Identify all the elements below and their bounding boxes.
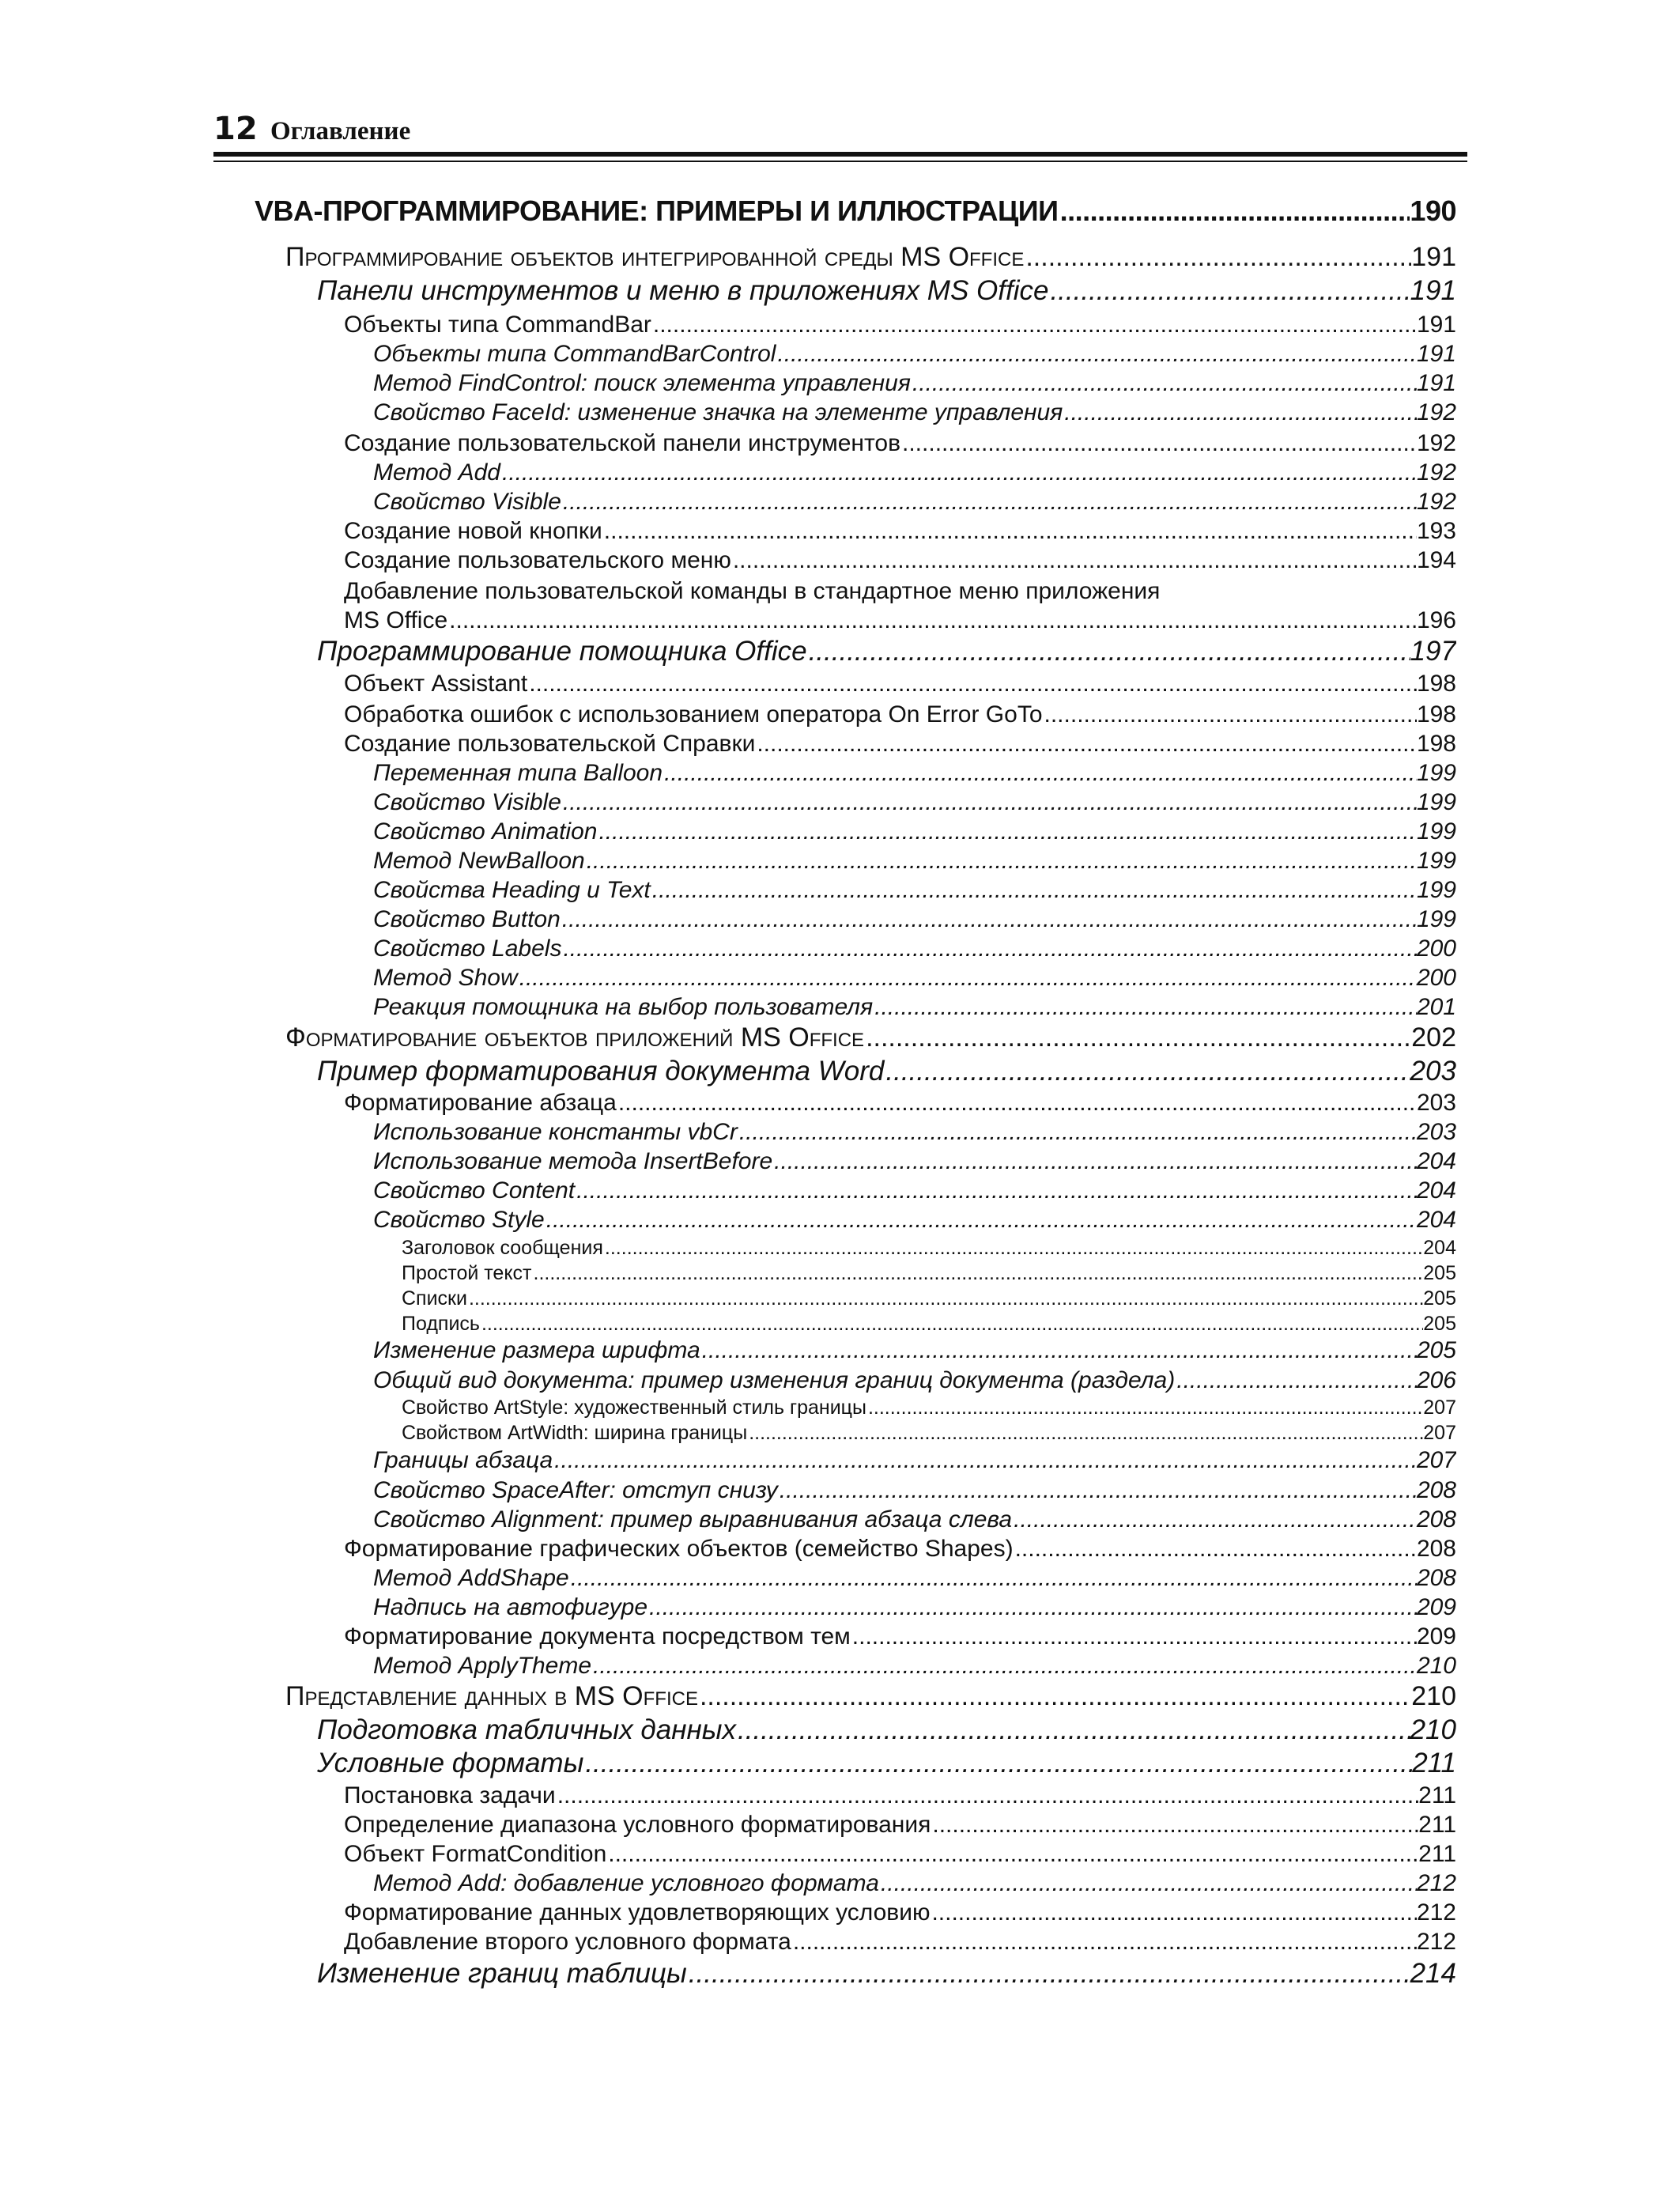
toc-entry-title: Свойство Alignment: пример выравнивания абзаца слева [373, 1506, 1013, 1533]
toc-entry [344, 729, 1456, 758]
toc-entry [373, 788, 1456, 817]
toc-entry-title: Изменение размера шрифта [373, 1337, 700, 1363]
toc-entry [344, 429, 1456, 458]
toc-entry-page: 200 [1416, 965, 1456, 991]
toc-entry [402, 1311, 1456, 1336]
toc-leader-dots [561, 905, 1417, 934]
toc-entry-page: 205 [1423, 1262, 1456, 1284]
toc-entry-page: 208 [1416, 1536, 1456, 1562]
toc-leader-dots [807, 635, 1410, 668]
toc-entry [344, 1927, 1456, 1956]
toc-entry-page: 192 [1416, 489, 1456, 515]
toc-leader-dots [698, 1680, 1411, 1712]
toc-entry-title: VBA-ПРОГРАММИРОВАНИЕ: ПРИМЕРЫ И ИЛЛЮСТРАЦИИ [255, 195, 1059, 227]
toc-entry [344, 700, 1456, 729]
toc-entry-title: Панели инструментов и меню в приложениях MS Office [317, 275, 1049, 306]
toc-entry-page: 206 [1416, 1367, 1456, 1393]
toc-entry-title: Объекты типа CommandBar [344, 312, 651, 338]
toc-leader-dots [736, 1714, 1410, 1747]
toc-entry-page: 205 [1423, 1313, 1456, 1335]
toc-leader-dots [585, 846, 1417, 875]
toc-entry-title: Объект FormatCondition [344, 1841, 607, 1867]
toc-entry-page: 209 [1416, 1623, 1456, 1650]
toc-entry [373, 1117, 1456, 1147]
toc-leader-dots [1048, 274, 1410, 308]
toc-entry-page: 198 [1416, 731, 1456, 757]
toc-entry [373, 963, 1456, 992]
toc-entry-title: Метод ApplyTheme [373, 1653, 592, 1679]
toc-entry-title: Создание пользовательской панели инструментов [344, 430, 901, 456]
toc-entry-title: Объект Assistant [344, 671, 528, 697]
toc-entry [373, 1366, 1456, 1395]
toc-leader-dots [738, 1117, 1417, 1147]
toc-entry-title: Постановка задачи [344, 1782, 556, 1808]
toc-leader-dots [575, 1176, 1417, 1205]
toc-leader-dots [617, 1088, 1417, 1117]
toc-entry-title: Представление данных в MS Office [285, 1681, 698, 1711]
toc-entry-title: Пример форматирования документа Word [317, 1056, 885, 1087]
toc-leader-dots [561, 487, 1417, 516]
toc-entry-page: 209 [1416, 1594, 1456, 1620]
toc-entry [317, 635, 1456, 668]
toc-leader-dots [879, 1869, 1417, 1898]
toc-entry-page: 191 [1416, 341, 1456, 367]
toc-entry-title: Свойство Visible [373, 789, 561, 815]
toc-entry [285, 1680, 1456, 1712]
toc-entry [344, 546, 1456, 575]
toc-entry-title: Использование метода InsertBefore [373, 1148, 773, 1174]
toc-entry-page: 205 [1423, 1287, 1456, 1310]
toc-entry-title: MS Office [344, 607, 448, 633]
toc-entry [373, 1147, 1456, 1176]
toc-leader-dots [527, 669, 1417, 698]
toc-leader-dots [866, 1395, 1423, 1420]
toc-entry [373, 1505, 1456, 1534]
toc-entry [317, 274, 1456, 308]
toc-entry-title: Создание пользовательского меню [344, 547, 731, 573]
toc-entry [373, 992, 1456, 1022]
toc-entry-page: 194 [1416, 547, 1456, 573]
toc-entry-page: 208 [1416, 1477, 1456, 1503]
toc-leader-dots [553, 1446, 1417, 1475]
toc-entry [402, 1420, 1456, 1446]
toc-leader-dots [778, 1476, 1417, 1505]
toc-entry-title: Свойства Heading и Text [373, 877, 651, 903]
toc-leader-dots [561, 934, 1416, 963]
toc-entry-title: Условные форматы [317, 1748, 584, 1778]
toc-entry-title-line1: Добавление пользовательской команды в стандартное меню приложения [344, 578, 1161, 604]
running-title: Оглавление [270, 117, 411, 146]
toc-entry-page: 208 [1416, 1565, 1456, 1591]
toc-entry [344, 669, 1456, 698]
toc-leader-dots [480, 1311, 1423, 1336]
toc-leader-dots [1024, 241, 1411, 273]
toc-entry-page: 207 [1423, 1422, 1456, 1444]
toc-entry-title: Форматирование данных удовлетворяющих условию [344, 1899, 931, 1926]
toc-entry-title: Определение диапазона условного форматирования [344, 1812, 931, 1838]
toc-entry-page: 203 [1416, 1090, 1456, 1116]
toc-entry-page: 193 [1416, 518, 1456, 544]
toc-leader-dots [597, 817, 1416, 846]
toc-leader-dots [602, 516, 1417, 546]
toc-entry-title: Подпись [402, 1313, 480, 1335]
toc-leader-dots [569, 1563, 1417, 1593]
toc-leader-dots [930, 1898, 1416, 1927]
toc-entry-title: Реакция помощника на выбор пользователя [373, 994, 874, 1020]
toc-entry [344, 606, 1456, 635]
toc-leader-dots [606, 1839, 1418, 1869]
toc-leader-dots [700, 1336, 1417, 1365]
toc-entry [373, 339, 1456, 368]
toc-leader-dots [1059, 194, 1410, 229]
toc-entry-page: 198 [1416, 671, 1456, 697]
toc-entry-title: Заголовок сообщения [402, 1237, 603, 1259]
toc-entry [373, 1336, 1456, 1365]
toc-leader-dots [591, 1651, 1417, 1680]
toc-entry [344, 1810, 1456, 1839]
toc-entry [344, 1088, 1456, 1117]
toc-entry [373, 1593, 1456, 1622]
toc-entry-page: 199 [1416, 818, 1456, 845]
toc-entry [255, 194, 1456, 229]
toc-entry-page: 211 [1418, 1782, 1456, 1808]
toc-entry-page: 211 [1418, 1841, 1456, 1867]
toc-leader-dots [651, 875, 1417, 905]
toc-leader-dots [545, 1205, 1417, 1234]
toc-entry-page: 207 [1423, 1397, 1456, 1419]
toc-entry-page: 212 [1416, 1899, 1456, 1926]
toc-leader-dots [1014, 1534, 1417, 1563]
toc-leader-dots [1043, 700, 1417, 729]
toc-entry [373, 1446, 1456, 1475]
toc-leader-dots [776, 339, 1417, 368]
toc-leader-dots [755, 729, 1417, 758]
toc-entry-title: Форматирование документа посредством тем [344, 1623, 851, 1650]
toc-entry [317, 1714, 1456, 1747]
toc-leader-dots [911, 368, 1417, 398]
toc-entry-page: 191 [1410, 275, 1456, 306]
toc-entry [373, 934, 1456, 963]
toc-entry [344, 310, 1456, 339]
toc-leader-dots [900, 429, 1417, 458]
toc-entry [317, 1747, 1456, 1780]
toc-entry-page: 204 [1416, 1177, 1456, 1204]
toc-leader-dots [663, 758, 1417, 788]
toc-entry-title: Свойство Animation [373, 818, 598, 845]
toc-entry-page: 203 [1416, 1119, 1456, 1145]
toc-leader-dots [864, 1022, 1411, 1053]
toc-entry-title: Создание новой кнопки [344, 518, 602, 544]
toc-entry-title: Надпись на автофигуре [373, 1594, 648, 1620]
toc-entry [373, 1205, 1456, 1234]
toc-entry-page: 211 [1412, 1748, 1456, 1778]
toc-entry [317, 1957, 1456, 1990]
toc-entry-page: 199 [1416, 789, 1456, 815]
toc-entry [373, 1651, 1456, 1680]
toc-entry-page: 204 [1423, 1237, 1456, 1259]
toc-entry-title: Свойство Labels [373, 935, 562, 962]
toc-entry [344, 516, 1456, 546]
toc-entry-page: 203 [1410, 1056, 1456, 1087]
toc-entry-page: 202 [1411, 1022, 1456, 1053]
toc-entry [373, 1176, 1456, 1205]
toc-entry-title: Простой текст [402, 1262, 532, 1284]
toc-entry-page: 199 [1416, 906, 1456, 932]
toc-leader-dots [500, 458, 1417, 487]
toc-entry [402, 1395, 1456, 1420]
toc-entry-page: 214 [1410, 1958, 1456, 1989]
toc-entry-title: Использование константы vbCr [373, 1119, 738, 1145]
toc-entry [373, 758, 1456, 788]
toc-entry-title: Свойство SpaceAfter: отступ снизу [373, 1477, 778, 1503]
toc-entry [373, 875, 1456, 905]
toc-entry-title: Списки [402, 1287, 467, 1310]
toc-entry-title: Метод Add [373, 459, 500, 486]
toc-leader-dots [1175, 1366, 1417, 1395]
toc-entry-page: 211 [1418, 1812, 1456, 1838]
toc-entry-title: Добавление второго условного формата [344, 1929, 791, 1955]
toc-entry-page: 199 [1416, 760, 1456, 786]
toc-entry [373, 487, 1456, 516]
toc-entry [373, 368, 1456, 398]
toc-entry-page: 205 [1416, 1337, 1456, 1363]
toc-entry-page: 197 [1410, 636, 1456, 667]
toc-entry-page: 192 [1416, 459, 1456, 486]
toc-entry-page: 210 [1416, 1653, 1456, 1679]
toc-entry-title: Метод Add: добавление условного формата [373, 1870, 879, 1896]
toc-entry-title: Программирование объектов интегрированной среды MS Office [285, 242, 1025, 272]
toc-entry-title: Объекты типа CommandBarControl [373, 341, 776, 367]
toc-entry-page: 192 [1416, 430, 1456, 456]
toc-entry-title: Свойство Style [373, 1207, 545, 1233]
toc-entry-page: 199 [1416, 848, 1456, 874]
toc-entry-title: Подготовка табличных данных [317, 1714, 737, 1745]
toc-entry-title: Свойство FaceId: изменение значка на элементе управления [373, 399, 1063, 425]
toc-entry-title: Свойством ArtWidth: ширина границы [402, 1422, 748, 1444]
toc-leader-dots [651, 310, 1417, 339]
toc-entry [285, 241, 1456, 273]
toc-entry-title: Свойство Button [373, 906, 561, 932]
toc-entry [373, 458, 1456, 487]
toc-entry-title: Обработка ошибок с использованием оператора On Error GoTo [344, 701, 1043, 728]
toc-leader-dots [518, 963, 1417, 992]
toc-leader-dots [583, 1747, 1412, 1780]
toc-leader-dots [1012, 1505, 1417, 1534]
toc-entry-title: Изменение границ таблицы [317, 1958, 687, 1989]
toc-entry-title: Общий вид документа: пример изменения границ документа (раздела) [373, 1367, 1176, 1393]
toc-entry-page: 208 [1416, 1506, 1456, 1533]
toc-entry-page: 201 [1416, 994, 1456, 1020]
toc-entry [373, 846, 1456, 875]
toc-entry-title: Программирование помощника Office [317, 636, 807, 667]
toc-leader-dots [532, 1260, 1424, 1286]
toc-entry-title: Метод NewBalloon [373, 848, 585, 874]
toc-entry-page: 204 [1416, 1148, 1456, 1174]
toc-entry [373, 1476, 1456, 1505]
toc-entry [344, 1839, 1456, 1869]
toc-entry-title: Переменная типа Balloon [373, 760, 663, 786]
toc-entry [373, 817, 1456, 846]
toc-entry-title: Метод FindControl: поиск элемента управления [373, 370, 911, 396]
toc-leader-dots [772, 1147, 1417, 1176]
toc-entry [344, 1622, 1456, 1651]
header-rule-thick [213, 152, 1467, 157]
toc-leader-dots [884, 1055, 1410, 1088]
toc-entry-title: Свойство Visible [373, 489, 561, 515]
toc-entry-title: Форматирование абзаца [344, 1090, 617, 1116]
toc-entry-title: Границы абзаца [373, 1447, 553, 1473]
toc-entry-page: 207 [1416, 1447, 1456, 1473]
toc-entry-page: 196 [1416, 607, 1456, 633]
toc-entry [402, 1260, 1456, 1286]
toc-entry-page: 204 [1416, 1207, 1456, 1233]
toc-entry [285, 1022, 1456, 1053]
toc-leader-dots [603, 1235, 1423, 1260]
page-number: 12 [213, 111, 258, 147]
toc-leader-dots [931, 1810, 1418, 1839]
toc-entry [373, 1563, 1456, 1593]
toc-entry-page: 212 [1416, 1870, 1456, 1896]
toc-entry-title: Свойство ArtStyle: художественный стиль границы [402, 1397, 866, 1419]
toc-entry-page: 192 [1416, 399, 1456, 425]
header-rule-thin [213, 161, 1467, 162]
toc-leader-dots [747, 1420, 1423, 1446]
toc-entry-title: Создание пользовательской Справки [344, 731, 756, 757]
toc-leader-dots [791, 1927, 1417, 1956]
toc-entry-page: 191 [1416, 370, 1456, 396]
toc-leader-dots [556, 1781, 1418, 1810]
toc-entry [402, 1286, 1456, 1311]
toc-entry-page: 190 [1410, 195, 1456, 227]
toc-entry [402, 1235, 1456, 1260]
toc-entry-page: 199 [1416, 877, 1456, 903]
toc-entry-page: 198 [1416, 701, 1456, 728]
toc-entry-page: 212 [1416, 1929, 1456, 1955]
toc-leader-dots [873, 992, 1417, 1022]
toc-entry-page: 210 [1411, 1681, 1456, 1711]
toc-leader-dots [1063, 398, 1417, 427]
toc-entry-title: Форматирование графических объектов (семейство Shapes) [344, 1536, 1014, 1562]
toc-leader-dots [467, 1286, 1423, 1311]
toc-entry [344, 1534, 1456, 1563]
toc-leader-dots [561, 788, 1417, 817]
toc-entry-page: 200 [1416, 935, 1456, 962]
toc-entry [344, 1781, 1456, 1810]
toc-entry-page: 191 [1416, 312, 1456, 338]
toc-entry-title: Свойство Content [373, 1177, 576, 1204]
toc-entry-title: Форматирование объектов приложений MS Office [285, 1022, 865, 1053]
toc-entry-page: 210 [1410, 1714, 1456, 1745]
toc-entry [373, 398, 1456, 427]
toc-entry [317, 1055, 1456, 1088]
toc-entry [344, 1898, 1456, 1927]
toc-leader-dots [447, 606, 1417, 635]
toc-leader-dots [687, 1957, 1410, 1990]
toc-entry [373, 1869, 1456, 1898]
toc-leader-dots [851, 1622, 1417, 1651]
toc-leader-dots [731, 546, 1417, 575]
toc-entry-page: 191 [1411, 242, 1456, 272]
toc-entry-title: Метод AddShape [373, 1565, 569, 1591]
toc-entry-title: Метод Show [373, 965, 518, 991]
toc-leader-dots [647, 1593, 1417, 1622]
page-header [213, 109, 1467, 150]
toc-entry [373, 905, 1456, 934]
